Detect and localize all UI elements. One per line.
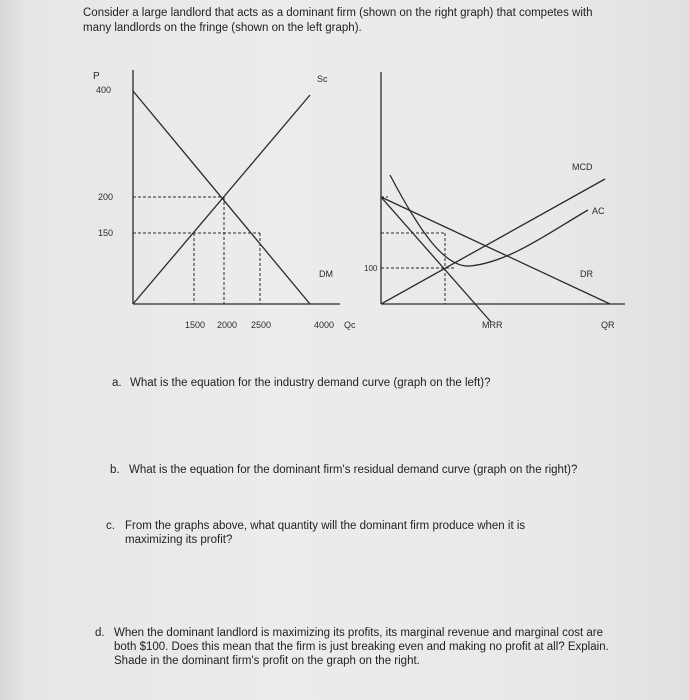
marginal-revenue-label: MRR	[482, 320, 503, 330]
question-d	[95, 626, 625, 668]
question-a-label: a.	[112, 377, 122, 389]
average-cost-curve	[390, 175, 588, 266]
question-a	[112, 376, 592, 390]
x-tick-2000: 2000	[217, 320, 238, 330]
question-c	[106, 519, 566, 547]
x-tick-4000: 4000	[314, 320, 335, 330]
y-tick-200: 200	[98, 192, 114, 202]
question-c-text: From the graphs above, what quantity will the dominant firm produce when it is maximizing its profit?	[125, 520, 526, 546]
question-c-label: c.	[106, 520, 115, 532]
question-d-text: When the dominant landlord is maximizing its profits, its marginal revenue and marginal cost are both $100. Does this mean that the firm is just breaking even and making no profit at all? Explain. Shade in the dominant firm's profit on the graph on the right.	[114, 627, 609, 667]
question-b-label: b.	[110, 464, 120, 476]
marginal-revenue-curve	[381, 197, 491, 322]
left-graph	[133, 70, 340, 304]
marginal-cost-label: MCD	[572, 162, 593, 172]
question-b-text: What is the equation for the dominant firm's residual demand curve (graph on the right)?	[129, 464, 578, 476]
supply-label: Sc	[317, 74, 328, 84]
y-tick-400: 400	[96, 85, 112, 95]
question-d-label: d.	[95, 627, 105, 639]
x-tick-2500: 2500	[251, 320, 272, 330]
residual-demand-label: DR	[580, 269, 593, 279]
x-tick-1500: 1500	[185, 320, 206, 330]
average-cost-label: AC	[592, 206, 605, 216]
question-b	[110, 463, 610, 477]
problem-intro: Consider a large landlord that acts as a dominant firm (shown on the right graph) that competes with many landlords on the fringe (shown on the left graph).	[83, 7, 593, 34]
left-x-axis-label: Qc	[344, 320, 356, 330]
residual-demand-curve	[381, 197, 610, 304]
question-a-text: What is the equation for the industry demand curve (graph on the left)?	[130, 377, 491, 389]
industry-demand-label: DM	[319, 269, 333, 279]
right-price-100: 100	[364, 264, 378, 273]
y-tick-150: 150	[98, 228, 114, 238]
right-x-axis-label: QR	[601, 320, 615, 330]
left-y-axis-label: P	[93, 71, 100, 82]
right-graph	[381, 72, 625, 322]
